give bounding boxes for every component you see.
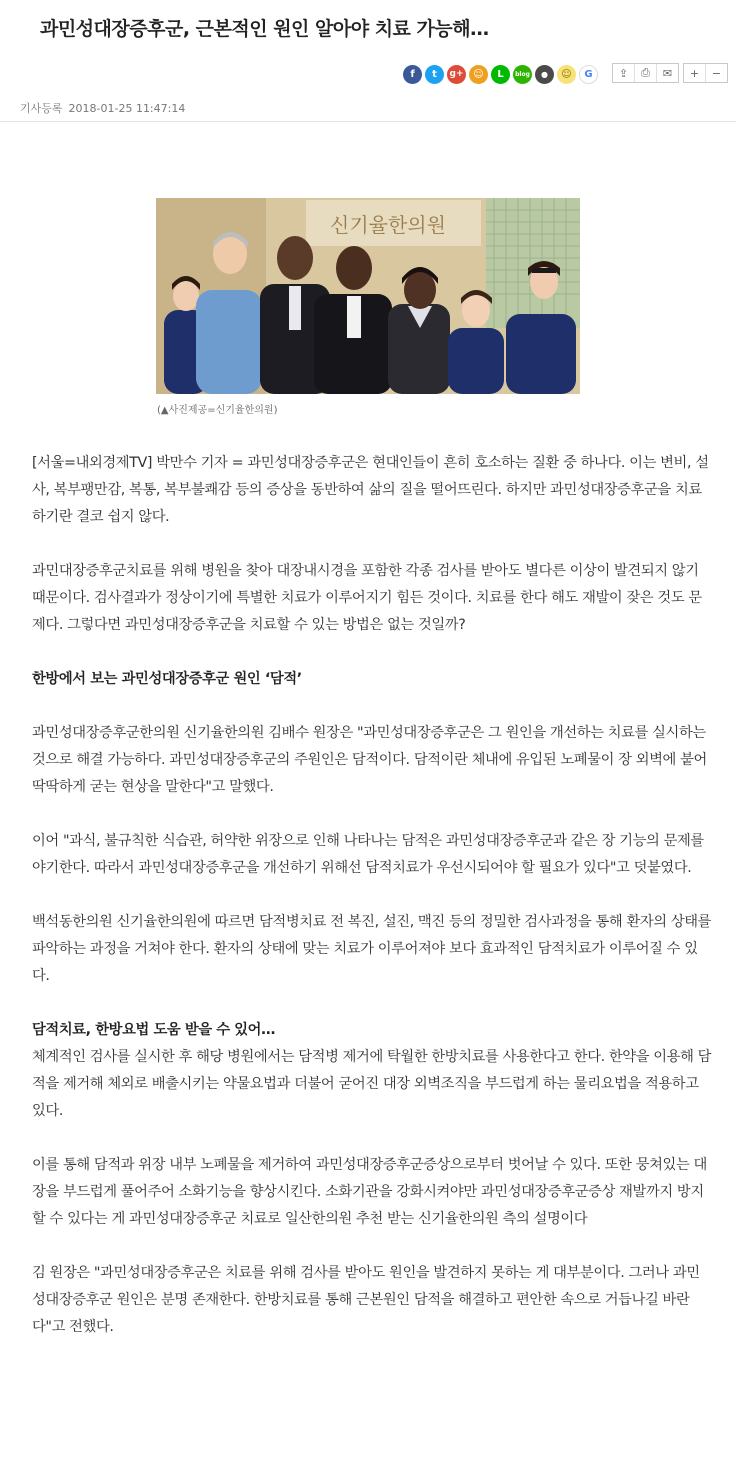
article-paragraph: 과민대장증후군치료를 위해 병원을 찾아 대장내시경을 포함한 각종 검사를 받아도 별다른 이상이 발견되지 않기 때문이다. 검사결과가 정상이기에 특별한 치료가 이루어지기 힘든 것이다. 치료를 한다 해도 재발이 잦은 것도 문제다. 그렇다면 과민성대장증후군을 치료할 수 있는 방법은 없는 것일까? — [32, 563, 702, 633]
article-paragraph: 김 원장은 "과민성대장증후군은 치료를 위해 검사를 받아도 원인을 발견하지 못하는 게 대부분이다. 그러나 과민성대장증후군 원인은 분명 존재한다. 한방치료를 통해 근본원인 담적을 해결하고 편안한 속으로 거듭나길 바란다"고 전했다. — [32, 1265, 700, 1335]
emoticon-share-icon[interactable]: ☺ — [557, 65, 576, 84]
band-share-icon[interactable]: ● — [535, 65, 554, 84]
blog-share-icon[interactable]: blog — [513, 65, 532, 84]
article-paragraph: 이어 "과식, 불규칙한 식습관, 허약한 위장으로 인해 나타나는 담적은 과민성대장증후군과 같은 장 기능의 문제를 야기한다. 따라서 과민성대장증후군을 개선하기 위해선 담적치료가 우선시되어야 할 필요가 있다"고 덧붙였다. — [32, 833, 704, 876]
tool-group-font — [683, 63, 728, 83]
print-icon[interactable]: ⎙ — [635, 64, 657, 82]
article-title: 과민성대장증후군, 근본적인 원인 알아야 치료 가능해… — [40, 18, 489, 40]
twitter-share-icon[interactable]: t — [425, 65, 444, 84]
share-bar — [403, 63, 601, 85]
font-increase-icon[interactable]: + — [684, 64, 706, 82]
photo-caption: (▲사진제공=신기율한의원) — [157, 405, 278, 416]
tool-group-actions — [612, 63, 679, 83]
header-divider — [0, 121, 736, 122]
share-link-icon[interactable]: ⇪ — [613, 64, 635, 82]
clinic-sign: 신기율한의원 — [330, 213, 446, 237]
email-icon[interactable]: ✉ — [662, 66, 673, 80]
article-paragraph: 이를 통해 담적과 위장 내부 노폐물을 제거하여 과민성대장증후군증상으로부터 벗어날 수 있다. 또한 뭉쳐있는 대장을 부드럽게 풀어주어 소화기능을 향상시킨다. 소화기관을 강화시켜야만 과민성대장증후군증상 재발까지 방지할 수 있다는 게 과민성대장증후군 치료로 일산한의원 추천 받는 신기율한의원 측의 설명이다 — [32, 1157, 707, 1227]
article-paragraph: 체계적인 검사를 실시한 후 해당 병원에서는 담적병 제거에 탁월한 한방치료를 사용한다고 한다. 한약을 이용해 담적을 제거해 체외로 배출시키는 약물요법과 더불어 굳어진 대장 외벽조직을 부드럽게 하는 물리요법을 적용하고 있다. — [32, 1049, 712, 1119]
article-subheading: 한방에서 보는 과민성대장증후군 원인 ‘담적’ — [32, 671, 302, 687]
article-paragraph: 백석동한의원 신기율한의원에 따르면 담적병치료 전 복진, 설진, 맥진 등의 정밀한 검사과정을 통해 환자의 상태를 파악하는 과정을 거쳐야 한다. 환자의 상태에 맞는 치료가 이루어져야 보다 효과적인 담적치료가 이루어질 수 있다. — [32, 914, 712, 984]
article-byline — [20, 100, 185, 116]
article-photo-illustration — [156, 198, 580, 394]
article-paragraph: [서울=내외경제TV] 박만수 기자 = 과민성대장증후군은 현대인들이 흔히 호소하는 질환 중 하나다. 이는 변비, 설사, 복부팽만감, 복통, 복부불쾌감 등의 증상을 동반하여 삶의 질을 떨어뜨린다. 하지만 과민성대장증후군을 치료하기란 결코 쉽지 않다. — [32, 455, 709, 525]
line-share-icon[interactable]: L — [491, 65, 510, 84]
google-share-icon[interactable]: G — [579, 65, 598, 84]
google-plus-share-icon[interactable]: g+ — [447, 65, 466, 84]
kakaostory-share-icon[interactable]: ☺ — [469, 65, 488, 84]
article-photo — [156, 198, 580, 394]
facebook-share-icon[interactable]: f — [403, 65, 422, 84]
article-body — [32, 450, 712, 1341]
article-paragraph: 과민성대장증후군한의원 신기율한의원 김배수 원장은 "과민성대장증후군은 그 원인을 개선하는 치료를 실시하는 것으로 해결 가능하다. 과민성대장증후군의 주원인은 담적이다. 담적이란 체내에 유입된 노폐물이 장 외벽에 붙어 딱딱하게 굳는 현상을 말한다"고 말했다. — [32, 725, 707, 795]
registered-label: 기사등록 — [20, 102, 63, 115]
article-tools — [612, 63, 732, 83]
article-subheading: 담적치료, 한방요법 도움 받을 수 있어… — [32, 1022, 275, 1038]
font-decrease-icon[interactable]: − — [711, 66, 722, 80]
registered-date: 2018-01-25 11:47:14 — [68, 102, 186, 115]
